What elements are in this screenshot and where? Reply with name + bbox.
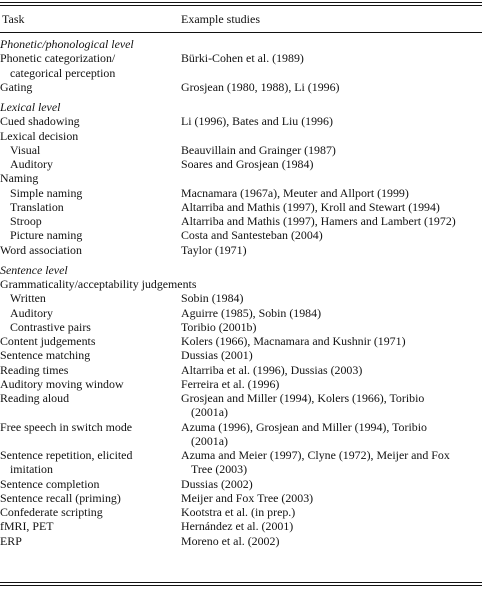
table-row [0,114,482,128]
task-text: Auditory [10,305,53,320]
studies-cell [181,334,479,348]
task-text: Cued shadowing [0,114,80,129]
table-row [0,348,482,362]
task-cell [10,228,188,242]
studies-cell [181,348,479,362]
studies-cell [181,420,479,449]
task-text: Auditory [10,157,53,171]
task-text: Translation [10,199,64,214]
table-row [0,228,482,242]
task-text: Sentence matching [0,348,91,363]
studies-text-continued: Tree (2003) [191,462,248,477]
studies-cell [181,477,479,491]
task-cell [0,51,178,80]
task-text: Phonetic/phonological level [0,37,134,51]
studies-cell [181,363,479,377]
table-row [0,505,482,519]
table-row [0,171,482,185]
task-cell [0,129,178,143]
task-text: Sentence completion [0,476,100,491]
studies-cell [181,186,479,200]
table-row [0,291,482,305]
task-text: Lexical decision [0,128,79,143]
task-cell [0,334,178,348]
table-row [0,129,482,143]
studies-text: Soares and Grosjean (1984) [181,157,314,171]
studies-cell [181,519,479,533]
table-row [0,448,482,477]
studies-text: Dussias (2002) [181,476,253,491]
studies-text: Bürki-Cohen et al. (1989) [181,51,304,66]
table-row [0,477,482,491]
task-cell [0,391,178,405]
task-cell [10,143,188,157]
table-row [0,277,482,291]
task-text-continued: categorical perception [10,65,116,80]
task-cell [0,377,178,391]
table-row [0,391,482,420]
studies-text: Altarriba and Mathis (1997), Hamers and Lambert (1972) [181,214,456,228]
section-title [0,37,178,51]
studies-cell [181,114,479,128]
studies-cell [181,320,479,334]
task-text-continued: imitation [10,462,53,477]
task-cell [10,157,188,171]
task-cell [10,291,188,305]
table-row [0,320,482,334]
task-text: fMRI, PET [0,519,54,534]
studies-text: Toribio (2001b) [181,319,257,334]
task-text: Reading aloud [0,391,70,405]
table-row [0,200,482,214]
task-cell [10,186,188,200]
task-cell [0,277,460,291]
table-row [0,534,482,548]
studies-text: Altarriba et al. (1996), Dussias (2003) [181,362,363,377]
task-text: Visual [10,142,41,157]
table-row [0,491,482,505]
studies-cell [181,291,479,305]
table-row [0,363,482,377]
task-text: Content judgements [0,334,96,348]
task-cell [0,477,178,491]
header-rule [0,32,482,33]
studies-text: Moreno et al. (2002) [181,533,280,548]
task-text: Lexical level [0,100,61,114]
task-text: Auditory moving window [0,376,124,391]
task-cell [0,171,178,185]
studies-cell [181,391,479,420]
task-cell [10,306,188,320]
studies-cell [181,377,479,391]
section-title [0,100,178,114]
studies-cell [181,51,479,65]
task-text: Stroop [10,214,42,228]
task-text: Simple naming [10,185,83,200]
studies-cell [181,214,479,228]
studies-cell [181,157,479,171]
table-row [0,243,482,257]
table-body [0,37,482,548]
studies-cell [181,505,479,519]
studies-text-continued: (2001a) [191,405,228,420]
task-text: Gating [0,79,33,94]
studies-cell [181,200,479,214]
studies-cell [181,243,479,257]
studies-text: Kootstra et al. (in prep.) [181,505,296,519]
task-text: Reading times [0,362,69,377]
table-row [0,80,482,94]
studies-text: Grosjean (1980, 1988), Li (1996) [181,79,340,94]
studies-text: Aguirre (1985), Sobin (1984) [181,305,322,320]
table-row [0,214,482,228]
task-cell [0,534,178,548]
studies-text: Beauvillain and Grainger (1987) [181,142,336,157]
studies-text: Dussias (2001) [181,348,253,363]
task-text: Sentence repetition, elicited [0,448,133,462]
task-cell [0,519,178,533]
task-text: Phonetic categorization/ [0,51,116,66]
studies-cell [181,491,479,505]
task-text: Written [10,291,46,306]
table-row [0,186,482,200]
studies-text: Kolers (1966), Macnamara and Kushnir (1971) [181,334,406,348]
studies-cell [181,228,479,242]
task-cell [0,491,178,505]
studies-text: Azuma (1996), Grosjean and Miller (1994), Toribio [181,419,427,434]
task-cell [10,214,188,228]
studies-cell [181,80,479,94]
studies-text: Grosjean and Miller (1994), Kolers (1966), Toribio [181,391,425,405]
task-text: Free speech in switch mode [0,419,133,434]
table-header [0,11,482,29]
section-title [0,263,178,277]
table-row [0,377,482,391]
section-heading [0,100,482,114]
task-text: ERP [0,533,22,548]
task-text: Sentence level [0,262,68,277]
table-row [0,334,482,348]
section-heading [0,263,482,277]
studies-text-continued: (2001a) [191,433,228,448]
table-row [0,420,482,449]
task-cell [0,114,178,128]
task-text: Picture naming [10,228,83,243]
task-text: Sentence recall (priming) [0,490,121,505]
studies-cell [181,448,479,477]
header-studies: Example studies [181,12,260,26]
task-cell [0,448,178,477]
top-rule-outer [0,2,482,3]
task-cell [0,420,178,434]
studies-cell [181,306,479,320]
table-row [0,143,482,157]
table-row [0,157,482,171]
task-text: Confederate scripting [0,505,103,519]
studies-cell [181,143,479,157]
studies-text: Costa and Santesteban (2004) [181,228,323,243]
studies-text: Azuma and Meier (1997), Clyne (1972), Meijer and Fox [181,448,450,462]
studies-text: Hernández et al. (2001) [181,519,294,534]
task-cell [0,243,178,257]
bottom-rule-inner [0,585,482,586]
task-text: Word association [0,242,82,257]
studies-text: Ferreira et al. (1996) [181,376,280,391]
header-task: Task [2,12,25,26]
task-cell [0,80,178,94]
studies-text: Sobin (1984) [181,291,244,306]
bottom-rule-outer [0,582,482,583]
studies-text: Li (1996), Bates and Liu (1996) [181,114,333,129]
table-row [0,51,482,80]
task-cell [0,348,178,362]
section-heading [0,37,482,51]
top-rule-inner [0,5,482,6]
studies-text: Altarriba and Mathis (1997), Kroll and Stewart (1994) [181,199,440,214]
task-cell [10,200,188,214]
task-cell [0,363,178,377]
studies-cell [181,534,479,548]
table-row [0,306,482,320]
studies-text: Macnamara (1967a), Meuter and Allport (1999) [181,185,409,200]
task-cell [0,505,178,519]
task-text: Grammaticality/acceptability judgements [0,277,197,291]
studies-text: Meijer and Fox Tree (2003) [181,490,314,505]
studies-text: Taylor (1971) [181,242,247,257]
task-cell [10,320,188,334]
task-text: Naming [0,171,39,186]
task-text: Contrastive pairs [10,319,91,334]
table-row [0,519,482,533]
